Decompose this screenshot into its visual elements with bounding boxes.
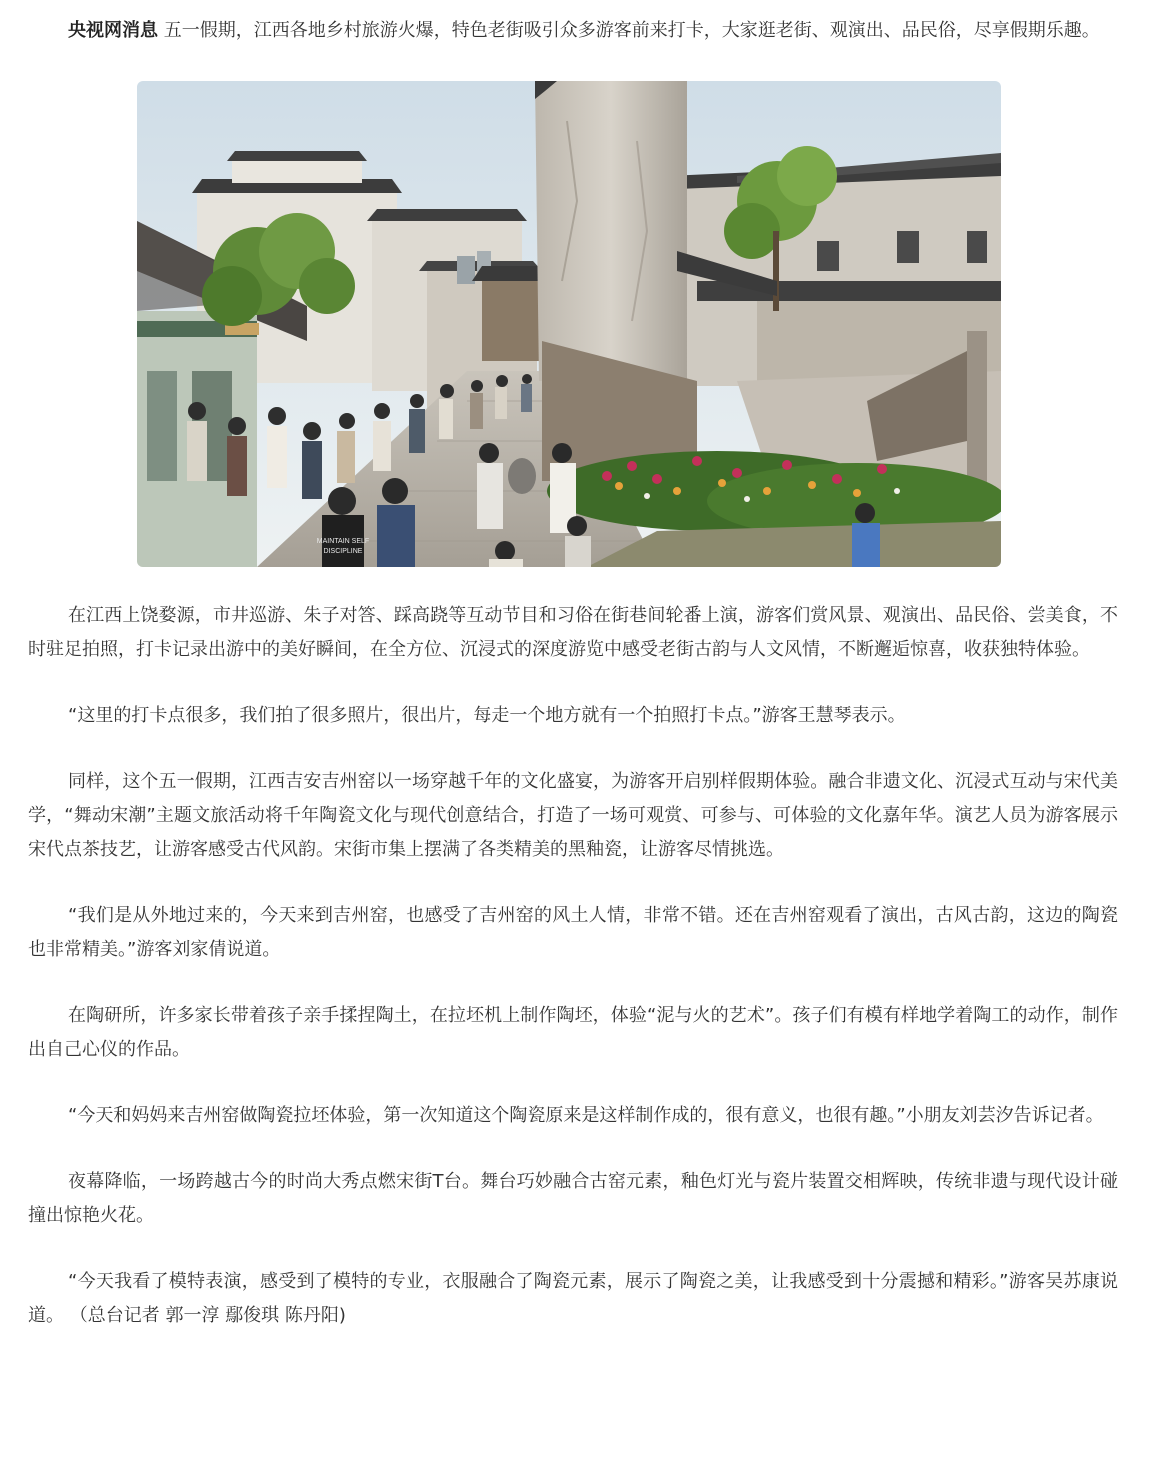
news-source: 央视网消息 bbox=[68, 20, 158, 41]
article-photo bbox=[137, 81, 1001, 567]
paragraph-2: “这里的打卡点很多，我们拍了很多照片，很出片，每走一个地方就有一个拍照打卡点。”游客王慧琴表示。 bbox=[68, 705, 906, 726]
paragraph-1: 在江西上饶婺源，市井巡游、朱子对答、踩高跷等互动节目和习俗在街巷间轮番上演，游客们赏风景、观演出、品民俗、尝美食，不时驻足拍照，打卡记录出游中的美好瞬间，在全方位、沉浸式的深度游览中感受老街古韵与人文风情，不断邂逅惊喜，收获独特体验。 bbox=[28, 605, 1118, 660]
article-body bbox=[28, 14, 1118, 1333]
lead-paragraph bbox=[28, 14, 1118, 48]
paragraph-8: “今天我看了模特表演，感受到了模特的专业，衣服融合了陶瓷元素，展示了陶瓷之美，让我感受到十分震撼和精彩。”游客吴苏康说道。 （总台记者 郭一淳 鄢俊琪 陈丹阳) bbox=[28, 1271, 1118, 1326]
shirt-text-1: MAINTAIN SELF bbox=[316, 538, 370, 545]
paragraph-4: “我们是从外地过来的，今天来到吉州窑，也感受了吉州窑的风土人情，非常不错。还在吉州窑观看了演出，古风古韵，这边的陶瓷也非常精美。”游客刘家倩说道。 bbox=[28, 905, 1118, 960]
paragraph-3: 同样，这个五一假期，江西吉安吉州窑以一场穿越千年的文化盛宴，为游客开启别样假期体验。融合非遗文化、沉浸式互动与宋代美学，“舞动宋潮”主题文旅活动将千年陶瓷文化与现代创意结合，打造了一场可观赏、可参与、可体验的文化嘉年华。演艺人员为游客展示宋代点茶技艺，让游客感受古代风韵。宋街市集上摆满了各类精美的黑釉瓷，让游客尽情挑选。 bbox=[28, 771, 1118, 860]
lead-text: 五一假期，江西各地乡村旅游火爆，特色老街吸引众多游客前来打卡，大家逛老街、观演出、品民俗，尽享假期乐趣。 bbox=[163, 20, 1100, 41]
shirt-text-2: DISCIPLINE bbox=[323, 548, 363, 555]
stone-urn bbox=[508, 458, 536, 494]
paragraph-6: “今天和妈妈来吉州窑做陶瓷拉坯体验，第一次知道这个陶瓷原来是这样制作成的，很有意义，也很有趣。”小朋友刘芸汐告诉记者。 bbox=[68, 1105, 1104, 1126]
paragraph-7: 夜幕降临，一场跨越古今的时尚大秀点燃宋街T台。舞台巧妙融合古窑元素，釉色灯光与瓷片装置交相辉映，传统非遗与现代设计碰撞出惊艳火花。 bbox=[28, 1171, 1118, 1226]
old-street-photo bbox=[137, 81, 1001, 567]
paragraph-5: 在陶研所，许多家长带着孩子亲手揉捏陶土，在拉坯机上制作陶坯，体验“泥与火的艺术”。孩子们有模有样地学着陶工的动作，制作出自己心仪的作品。 bbox=[28, 1005, 1118, 1060]
